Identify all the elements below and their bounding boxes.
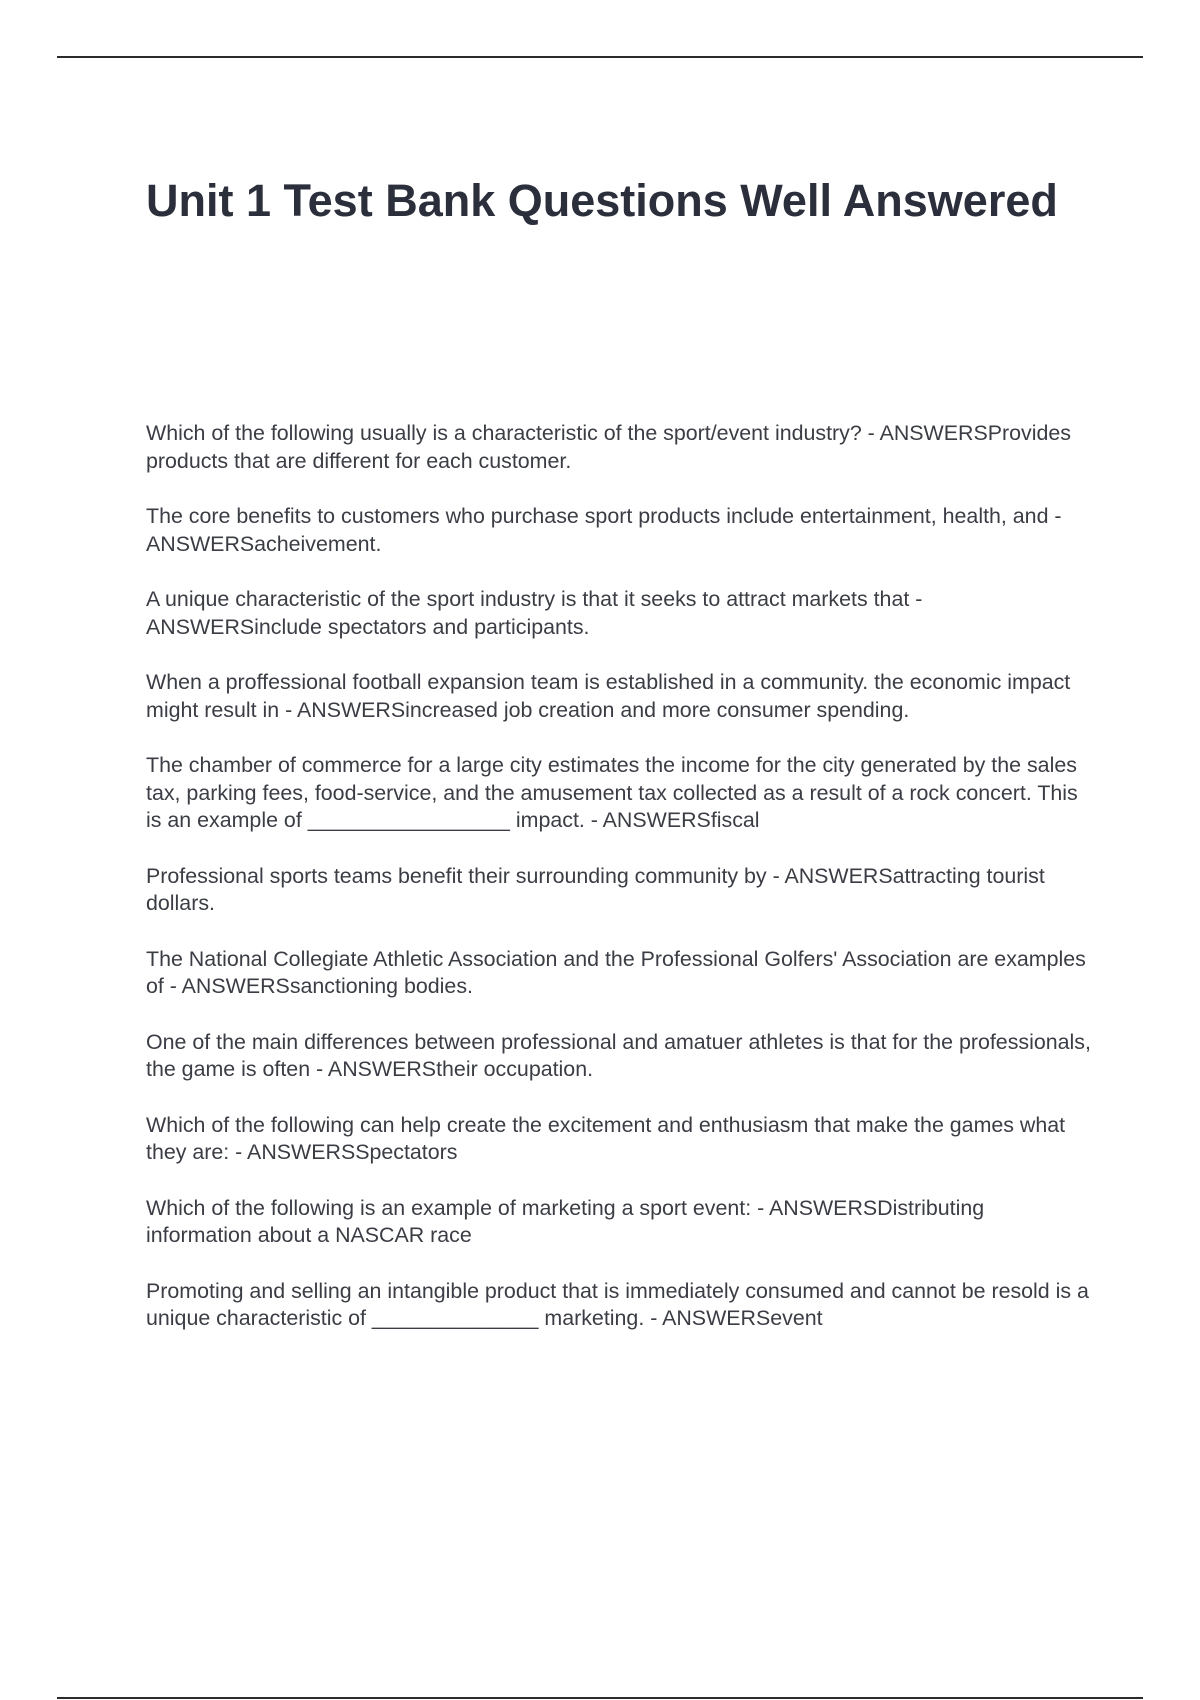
qa-item-4: When a proffessional football expansion team is established in a community. the economic impact might result in - ANSWERSincreased job creation and more consumer spending. [146, 670, 1071, 722]
qa-item-7: The National Collegiate Athletic Association and the Professional Golfers' Association are examples of - ANSWERSsanctioning bodies. [146, 946, 1086, 998]
qa-item-2: The core benefits to customers who purchase sport products include entertainment, health, and - ANSWERSacheivement. [146, 504, 1062, 556]
qa-item-10: Which of the following is an example of marketing a sport event: - ANSWERSDistributing information about a NASCAR race [146, 1195, 985, 1247]
page-title: Unit 1 Test Bank Questions Well Answered [146, 175, 1058, 226]
qa-item-3: A unique characteristic of the sport industry is that it seeks to attract markets that - ANSWERSinclude spectators and participants. [146, 587, 923, 639]
qa-item-11: Promoting and selling an intangible product that is immediately consumed and cannot be resold is a unique characteristic of ______________ marketing. - ANSWERSevent [146, 1278, 1089, 1330]
qa-item-1: Which of the following usually is a characteristic of the sport/event industry? - ANSWERSProvides products that are different for each customer. [146, 421, 1071, 473]
qa-list [146, 420, 1091, 1361]
top-rule [57, 56, 1143, 58]
qa-item-6: Professional sports teams benefit their surrounding community by - ANSWERSattracting tourist dollars. [146, 863, 1045, 915]
qa-item-9: Which of the following can help create the excitement and enthusiasm that make the games what they are: - ANSWERSSpectators [146, 1112, 1066, 1164]
qa-item-5: The chamber of commerce for a large city estimates the income for the city generated by the sales tax, parking fees, food-service, and the amusement tax collected as a result of a rock concert. This is an example of _________________ impact. - ANSWERSfiscal [146, 753, 1078, 832]
bottom-rule [57, 1697, 1143, 1699]
qa-item-8: One of the main differences between professional and amatuer athletes is that for the professionals, the game is often - ANSWERStheir occupation. [146, 1029, 1091, 1081]
